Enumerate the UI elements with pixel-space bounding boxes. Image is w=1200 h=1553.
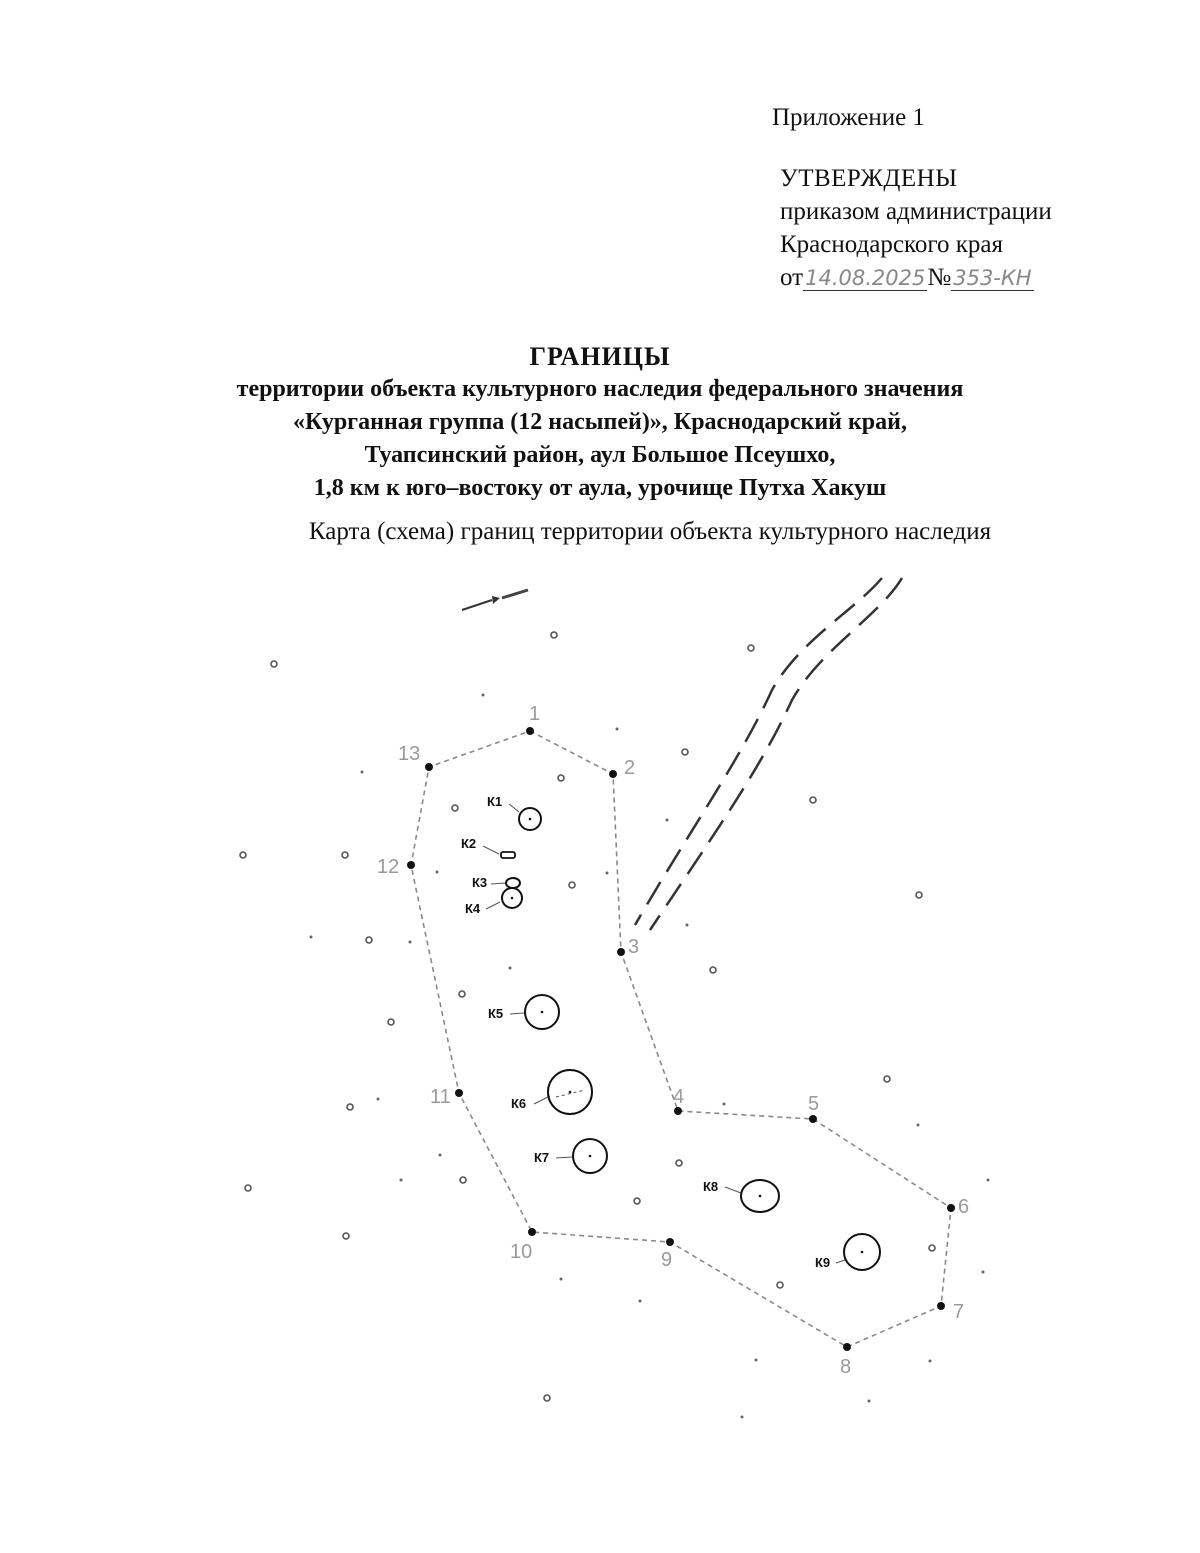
- road-line: [635, 578, 902, 930]
- boundary-point: [526, 703, 540, 735]
- mound-label: К6: [511, 1096, 527, 1111]
- boundary-point-label: 5: [808, 1093, 820, 1115]
- boundary-map: [0, 560, 1200, 1460]
- boundary-point-label: 4: [673, 1086, 685, 1108]
- mound-label: К5: [488, 1006, 504, 1021]
- handwritten-number: 353-КН: [953, 266, 1032, 290]
- appendix-label: Приложение 1: [772, 104, 925, 131]
- title-heading: ГРАНИЦЫ: [529, 342, 671, 371]
- boundary-point-label: 11: [430, 1086, 451, 1108]
- boundary-point: [840, 1343, 851, 1378]
- approval-block: [780, 162, 1052, 295]
- boundary-point-label: 13: [398, 743, 421, 765]
- boundary-points: [377, 703, 969, 1378]
- document-title: [0, 340, 1200, 505]
- boundary-point: [398, 743, 433, 771]
- handwritten-date: 14.08.2025: [805, 266, 926, 290]
- mound-label: К2: [461, 836, 477, 851]
- boundary-point: [609, 757, 635, 779]
- region-label: Краснодарского края: [780, 231, 1003, 258]
- boundary-point-label: 2: [624, 757, 636, 779]
- territory-boundary: [411, 731, 951, 1347]
- mound-label: К3: [472, 875, 488, 890]
- boundary-point-label: 3: [628, 936, 640, 958]
- title-line-3: Туапсинский район, аул Большое Псеушхо,: [364, 442, 836, 468]
- map-subtitle: Карта (схема) границ территории объекта культурного наследия: [308, 518, 992, 545]
- survey-markers: [240, 632, 935, 1401]
- boundary-point-label: 8: [840, 1356, 852, 1378]
- title-line-2: «Курганная группа (12 насыпей)», Краснодарский край,: [293, 409, 907, 435]
- boundary-point: [510, 1228, 536, 1263]
- boundary-point-label: 6: [958, 1196, 970, 1218]
- boundary-point: [947, 1196, 969, 1218]
- mound: [815, 1234, 880, 1270]
- mound-label: К7: [534, 1150, 550, 1165]
- mound-label: К9: [815, 1255, 831, 1270]
- order-label: приказом администрации: [780, 198, 1052, 225]
- boundary-point-label: 10: [510, 1241, 533, 1263]
- boundary-point-label: 9: [661, 1249, 673, 1271]
- order-date-line: [780, 261, 1052, 295]
- boundary-point: [808, 1093, 819, 1123]
- date-prefix: от: [780, 264, 804, 291]
- boundary-point: [430, 1086, 463, 1108]
- mound: [511, 1070, 592, 1114]
- approved-label: УТВЕРЖДЕНЫ: [780, 165, 958, 192]
- mound: [534, 1139, 607, 1173]
- mound-label: К8: [703, 1179, 719, 1194]
- number-prefix: №: [927, 264, 952, 291]
- boundary-point: [377, 856, 415, 878]
- title-line-4: 1,8 км к юго–востоку от аула, урочище Путха Хакуш: [313, 475, 887, 501]
- mound: [461, 836, 515, 858]
- boundary-point: [661, 1238, 674, 1271]
- mound: [488, 995, 559, 1029]
- north-arrow-icon: [462, 590, 528, 610]
- boundary-point: [937, 1301, 964, 1323]
- mound: [703, 1179, 779, 1212]
- mound-label: К4: [465, 901, 481, 916]
- mound: [465, 888, 522, 916]
- boundary-point-label: 7: [953, 1301, 965, 1323]
- mound-label: К1: [487, 794, 503, 809]
- mound: [487, 794, 541, 830]
- title-line-1: территории объекта культурного наследия федерального значения: [236, 376, 964, 402]
- boundary-point-label: 1: [529, 703, 541, 725]
- boundary-point-label: 12: [377, 856, 400, 878]
- boundary-point: [617, 936, 639, 958]
- elevation-marks: [310, 694, 990, 1419]
